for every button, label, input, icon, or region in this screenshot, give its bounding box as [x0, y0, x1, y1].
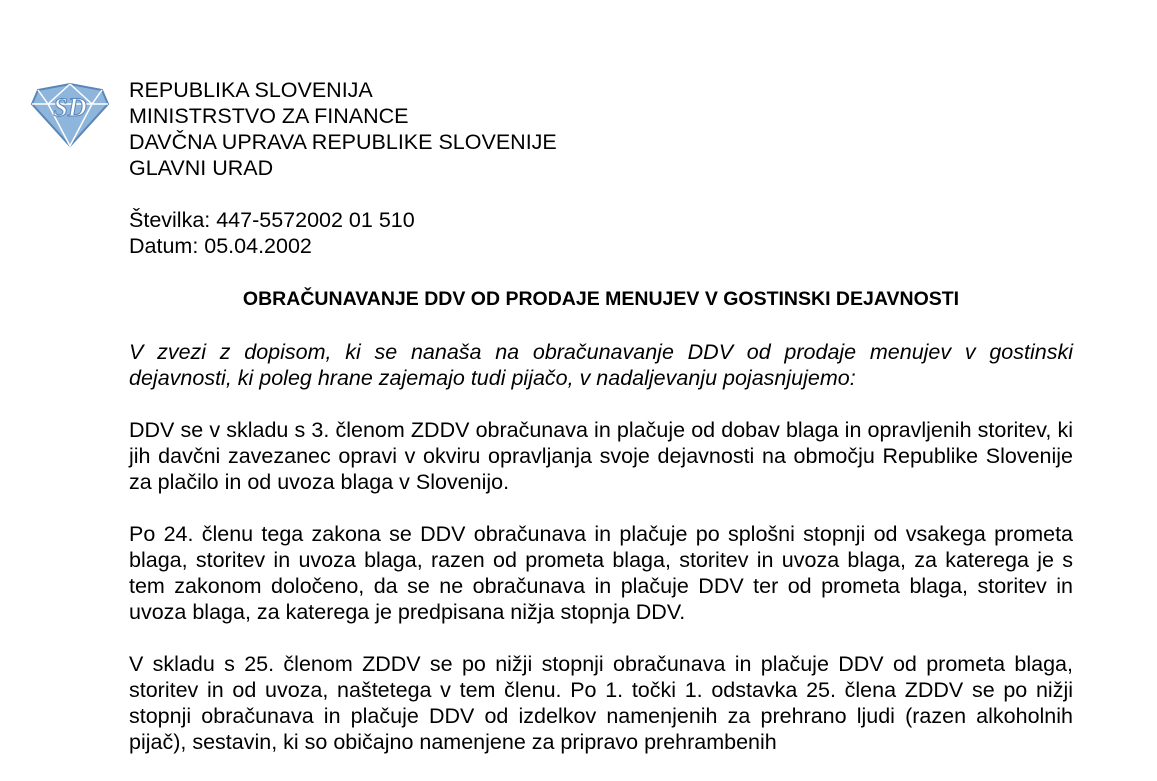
paragraph: Po 24. členu tega zakona se DDV obračunava in plačuje po splošni stopnji od vsakega prometa blaga, storitev in uvoza blaga, razen od prometa blaga, storitev in uvoza blaga, za katerega je s tem zakonom določeno, da se ne obračunava in plačuje DDV ter od prometa blaga, storitev in uvoza blaga, za katerega je predpisana nižja stopnja DDV.	[129, 522, 1073, 624]
document-meta	[129, 207, 415, 259]
header-line-ministry: MINISTRSTVO ZA FINANCE	[129, 104, 409, 128]
document-title: OBRAČUNAVANJE DDV OD PRODAJE MENUJEV V GOSTINSKI DEJAVNOSTI	[242, 288, 960, 310]
paragraph-intro: V zvezi z dopisom, ki se nanaša na obračunavanje DDV od prodaje menujev v gostinski dejavnosti, ki poleg hrane zajemajo tudi pijačo, v nadaljevanju pojasnjujemo:	[129, 340, 1073, 390]
header-line-republic: REPUBLIKA SLOVENIJA	[129, 78, 373, 102]
header-line-main-office: GLAVNI URAD	[129, 156, 274, 180]
svg-text:SD: SD	[53, 93, 87, 122]
document-date: Datum: 05.04.2002	[129, 234, 312, 258]
document-body	[129, 339, 1073, 781]
header-line-tax-office: DAVČNA UPRAVA REPUBLIKE SLOVENIJE	[129, 130, 557, 154]
sd-emblem-icon	[28, 76, 112, 148]
paragraph: DDV se v skladu s 3. členom ZDDV obračunava in plačuje od dobav blaga in opravljenih storitev, ki jih davčni zavezanec opravi v okviru opravljanja svoje dejavnosti na območju Republike Slovenije za plačilo in od uvoza blaga v Slovenijo.	[129, 418, 1073, 494]
document-number: Številka: 447-5572002 01 510	[129, 208, 415, 232]
paragraph: V skladu s 25. členom ZDDV se po nižji stopnji obračunava in plačuje DDV od prometa blaga, storitev in od uvoza, naštetega v tem členu. Po 1. točki 1. odstavka 25. člena ZDDV se po nižji stopnji obračunava in plačuje DDV od izdelkov namenjenih za prehrano ljudi (razen alkoholnih pijač), sestavin, ki so običajno namenjene za pripravo prehrambenih	[129, 652, 1073, 754]
letterhead	[129, 77, 557, 181]
